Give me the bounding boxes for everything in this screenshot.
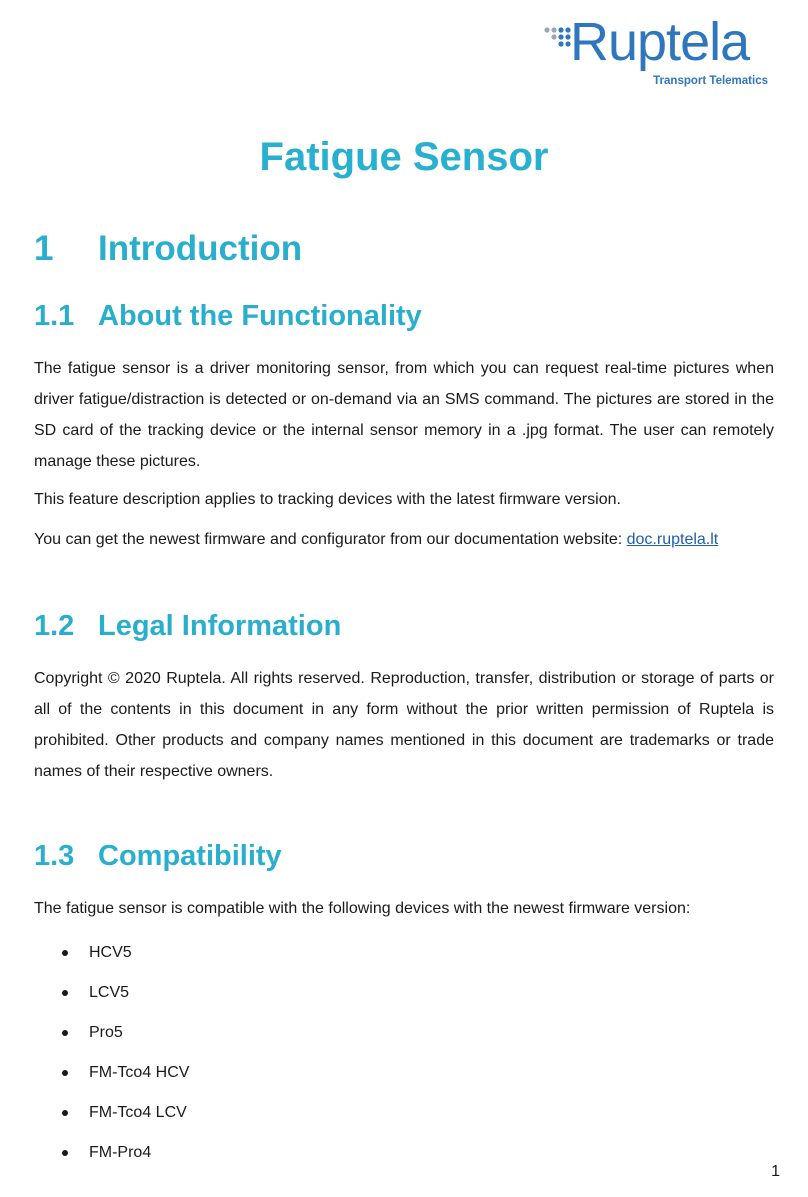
list-item: HCV5 [34,933,189,973]
legal-paragraph: Copyright © 2020 Ruptela. All rights reserved. Reproduction, transfer, distribution or storage of parts or all of the contents in this document in any form without the prior written permission of Ruptela is prohibited. Other products and company names mentioned in this document are trademarks or trade names of their respective owners. [34,670,774,780]
document-title: Fatigue Sensor [259,135,549,179]
device-list [34,933,189,1173]
heading-text: Legal Information [98,610,342,642]
download-paragraph [34,524,774,555]
heading-number: 1.3 [34,840,75,872]
heading-legal-information [34,607,341,645]
download-text: You can get the newest firmware and configurator from our documentation website: [34,531,627,548]
heading-number: 1.1 [34,300,75,332]
list-item: FM-Pro4 [34,1133,189,1173]
list-item: LCV5 [34,973,189,1013]
logo-wordmark: Ruptela [570,12,750,72]
page-number: 1 [771,1163,780,1180]
heading-text: Introduction [98,229,303,268]
documentation-link[interactable]: doc.ruptela.lt [626,531,719,548]
heading-text: Compatibility [98,840,282,872]
about-paragraph: The fatigue sensor is a driver monitoring sensor, from which you can request real-time pictures when driver fatigue/distraction is detected or on-demand via an SMS command. The pictures are stored in the SD card of the tracking device or the internal sensor memory in a .jpg format. The user can remotely manage these pictures. [34,360,774,470]
heading-compatibility [34,837,282,875]
compatibility-paragraph: The fatigue sensor is compatible with the following devices with the newest firmware version: [34,900,691,917]
list-item: FM-Tco4 LCV [34,1093,189,1133]
heading-introduction [34,226,302,272]
ruptela-logo [540,14,780,90]
heading-about-functionality [34,297,422,335]
logo-tagline: Transport Telematics [653,75,768,87]
heading-number: 1 [34,229,54,268]
heading-number: 1.2 [34,610,75,642]
logo-dots-icon [543,24,573,54]
firmware-note-paragraph: This feature description applies to tracking devices with the latest firmware version. [34,491,621,508]
list-item: Pro5 [34,1013,189,1053]
heading-text: About the Functionality [98,300,422,332]
list-item: FM-Tco4 HCV [34,1053,189,1093]
